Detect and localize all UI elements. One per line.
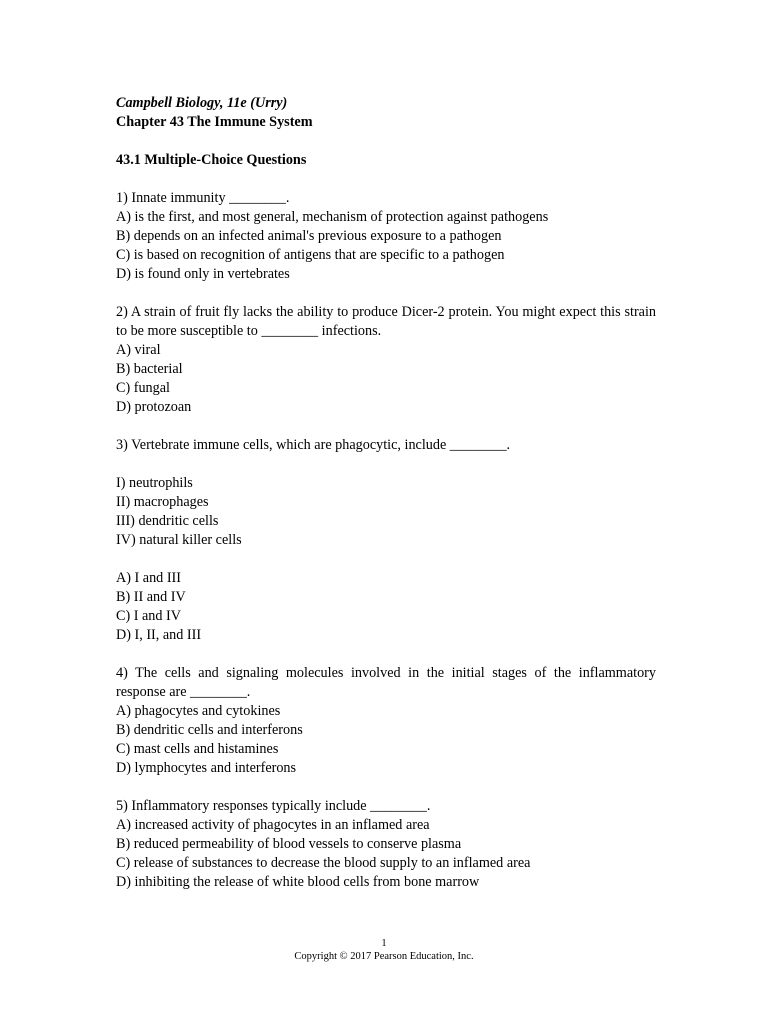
option-c: C) mast cells and histamines bbox=[116, 741, 279, 757]
option-a: A) I and III bbox=[116, 570, 181, 586]
question-2 bbox=[116, 303, 656, 417]
option-a: A) increased activity of phagocytes in an inflamed area bbox=[116, 817, 430, 833]
option-b: B) dendritic cells and interferons bbox=[116, 722, 303, 738]
option-d: D) is found only in vertebrates bbox=[116, 266, 290, 282]
copyright-notice: Copyright © 2017 Pearson Education, Inc. bbox=[294, 951, 474, 962]
option-c: C) fungal bbox=[116, 380, 170, 396]
question-stem: 4) The cells and signaling molecules involved in the initial stages of the inflammatory response are ________. bbox=[116, 665, 656, 700]
option-d: D) lymphocytes and interferons bbox=[116, 760, 297, 776]
option-d: D) I, II, and III bbox=[116, 627, 202, 643]
chapter-title: Chapter 43 The Immune System bbox=[116, 114, 313, 130]
option-list bbox=[116, 569, 656, 645]
roman-item: II) macrophages bbox=[116, 494, 209, 510]
option-c: C) I and IV bbox=[116, 608, 182, 624]
book-title: Campbell Biology, 11e (Urry) bbox=[116, 95, 288, 111]
page-number: 1 bbox=[381, 938, 387, 949]
option-d: D) inhibiting the release of white blood cells from bone marrow bbox=[116, 874, 480, 890]
option-d: D) protozoan bbox=[116, 399, 192, 415]
document-page bbox=[116, 94, 656, 892]
option-a: A) viral bbox=[116, 342, 161, 358]
roman-numeral-list bbox=[116, 474, 656, 550]
option-a: A) phagocytes and cytokines bbox=[116, 703, 281, 719]
question-stem: 3) Vertebrate immune cells, which are phagocytic, include ________. bbox=[116, 437, 511, 453]
option-a: A) is the first, and most general, mechanism of protection against pathogens bbox=[116, 209, 549, 225]
roman-item: III) dendritic cells bbox=[116, 513, 219, 529]
question-1 bbox=[116, 189, 656, 284]
roman-item: I) neutrophils bbox=[116, 475, 193, 491]
question-stem: 2) A strain of fruit fly lacks the ability to produce Dicer-2 protein. You might expect this strain to be more susceptible to ________ infections. bbox=[116, 304, 656, 339]
question-stem: 5) Inflammatory responses typically include ________. bbox=[116, 798, 431, 814]
option-c: C) release of substances to decrease the blood supply to an inflamed area bbox=[116, 855, 531, 871]
question-4 bbox=[116, 664, 656, 778]
option-b: B) II and IV bbox=[116, 589, 186, 605]
option-b: B) bacterial bbox=[116, 361, 183, 377]
question-5 bbox=[116, 797, 656, 892]
option-b: B) reduced permeability of blood vessels to conserve plasma bbox=[116, 836, 462, 852]
roman-item: IV) natural killer cells bbox=[116, 532, 242, 548]
question-stem: 1) Innate immunity ________. bbox=[116, 190, 290, 206]
option-c: C) is based on recognition of antigens that are specific to a pathogen bbox=[116, 247, 505, 263]
option-b: B) depends on an infected animal's previous exposure to a pathogen bbox=[116, 228, 502, 244]
section-heading: 43.1 Multiple-Choice Questions bbox=[116, 152, 307, 168]
question-3 bbox=[116, 436, 656, 645]
